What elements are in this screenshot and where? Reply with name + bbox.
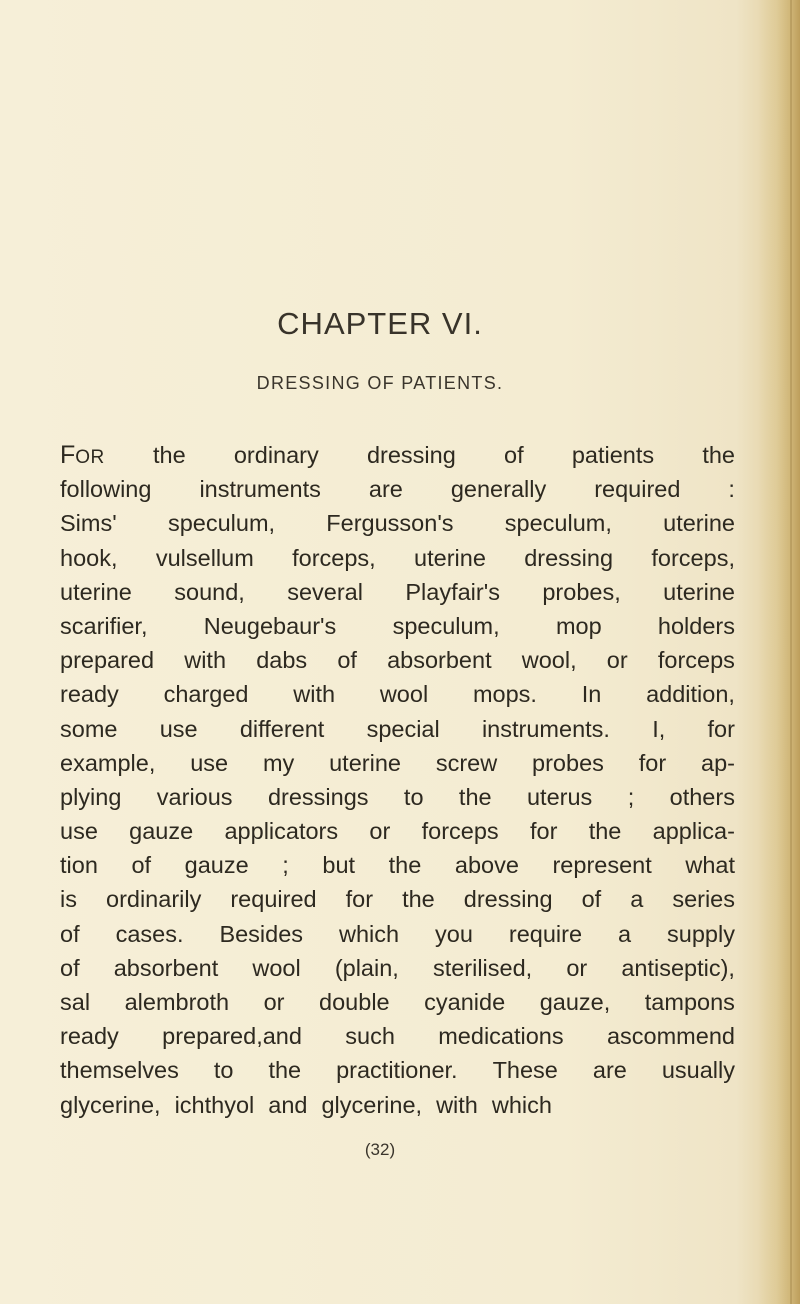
- word: others: [669, 783, 735, 810]
- word: the: [152, 442, 186, 468]
- text-line: [60, 814, 735, 848]
- word: antiseptic),: [621, 954, 735, 981]
- word: themselves: [60, 1057, 179, 1084]
- text-line: [60, 780, 735, 814]
- word: alembroth: [124, 989, 230, 1015]
- text-line: [60, 1088, 735, 1122]
- word: probes,: [542, 578, 621, 605]
- text-line: [60, 575, 735, 609]
- word: speculum,: [504, 510, 612, 537]
- lead-small-caps: OR: [75, 447, 105, 468]
- word: uterine: [663, 578, 735, 605]
- word: vulsellum: [155, 544, 254, 571]
- word: usually: [661, 1057, 735, 1084]
- word: or: [369, 818, 391, 845]
- word: double: [319, 989, 390, 1015]
- word: I,: [652, 715, 666, 742]
- word: tion: [60, 852, 98, 879]
- word: the: [268, 1057, 302, 1084]
- word: plying: [60, 783, 122, 810]
- word: but: [322, 852, 356, 879]
- word: the: [402, 886, 435, 913]
- text-line: [60, 472, 735, 506]
- page-number: (32): [364, 1140, 396, 1159]
- word: sal: [60, 989, 91, 1015]
- word: absorbent: [387, 647, 492, 674]
- word: forceps,: [651, 544, 735, 571]
- word: Sims': [60, 510, 117, 537]
- word: practitioner.: [336, 1057, 458, 1084]
- word: represent: [552, 852, 652, 879]
- word: use: [60, 818, 98, 845]
- word: are: [368, 476, 403, 503]
- word: absorbent: [113, 954, 219, 981]
- word: ordinarily: [106, 886, 202, 913]
- text-line: [60, 541, 735, 575]
- word: prepared,and: [162, 1023, 302, 1050]
- chapter-title: CHAPTER VI.: [277, 306, 483, 341]
- word: a: [618, 920, 632, 947]
- word: of: [337, 647, 357, 674]
- word: speculum,: [167, 510, 276, 537]
- body-text: [60, 438, 735, 1122]
- text-line: [60, 917, 735, 951]
- text-line: [60, 882, 735, 916]
- word: mop: [555, 612, 602, 639]
- text-line: [60, 848, 735, 882]
- word: cyanide: [424, 989, 506, 1015]
- page-edge-line: [790, 0, 792, 1304]
- word: instruments: [199, 476, 321, 503]
- word: gauze: [129, 818, 194, 845]
- word: my: [262, 749, 295, 776]
- word: uterine: [60, 578, 132, 605]
- word: above: [454, 852, 519, 879]
- word: for: [707, 715, 735, 742]
- word: Neugebaur's: [203, 612, 337, 639]
- word: with: [293, 681, 336, 708]
- word: glycerine,: [60, 1091, 161, 1118]
- word: patients: [571, 442, 655, 468]
- text-line: [60, 506, 735, 540]
- word: or: [263, 989, 285, 1015]
- word: uterine: [663, 510, 735, 537]
- word: ap-: [701, 749, 735, 776]
- word: wool: [252, 954, 301, 981]
- word: several: [287, 578, 363, 605]
- word: with: [436, 1091, 478, 1118]
- word: the: [458, 783, 492, 810]
- word: various: [156, 783, 233, 810]
- text-line: [60, 951, 735, 985]
- word: scarifier,: [60, 612, 148, 639]
- word: or: [566, 954, 588, 981]
- word: you: [435, 920, 473, 947]
- word: of: [60, 954, 80, 981]
- word: wool,: [521, 647, 577, 674]
- section-title: DRESSING OF PATIENTS.: [256, 373, 504, 393]
- small-caps-lead: [60, 438, 105, 472]
- word: screw: [435, 749, 498, 776]
- word: glycerine,: [321, 1091, 423, 1118]
- text-line: [60, 1053, 735, 1087]
- word: uterine: [414, 544, 486, 571]
- word: uterus: [526, 783, 593, 810]
- word: are: [592, 1057, 627, 1084]
- word: mops.: [472, 681, 537, 708]
- text-line: [60, 746, 735, 780]
- word: applica-: [652, 818, 735, 845]
- word: instruments.: [481, 715, 610, 742]
- word: generally: [450, 476, 547, 503]
- word: some: [60, 715, 118, 742]
- word: the: [388, 852, 422, 879]
- word: which: [491, 1091, 552, 1118]
- text-line: [60, 643, 735, 677]
- word: ;: [282, 852, 289, 879]
- word: speculum,: [392, 612, 500, 639]
- word: supply: [667, 920, 735, 947]
- word: the: [588, 818, 622, 845]
- word: of: [131, 852, 152, 879]
- word: dressings: [267, 783, 369, 810]
- word: the: [702, 442, 735, 468]
- text-line: [60, 712, 735, 746]
- word: gauze: [184, 852, 249, 879]
- word: sound,: [174, 578, 245, 605]
- word: forceps: [421, 818, 499, 845]
- word: In: [581, 681, 602, 708]
- text-line: [60, 1019, 735, 1053]
- word: wool: [379, 681, 429, 708]
- word: use: [190, 749, 229, 776]
- word: ready: [60, 1023, 119, 1050]
- word: probes: [532, 749, 604, 776]
- word: such: [345, 1023, 395, 1050]
- word: charged: [163, 681, 249, 708]
- word: required: [230, 886, 317, 913]
- text-line: [60, 438, 735, 472]
- word: of: [60, 920, 80, 947]
- word: dressing: [463, 886, 553, 913]
- word: of: [504, 442, 524, 468]
- word: is: [60, 886, 77, 913]
- word: or: [606, 647, 628, 674]
- word: and: [268, 1091, 308, 1118]
- word: to: [213, 1057, 234, 1084]
- word: cases.: [115, 920, 184, 947]
- word: example,: [60, 749, 156, 776]
- word: to: [403, 783, 424, 810]
- page-edge-shadow: [758, 0, 800, 1304]
- word: Playfair's: [405, 578, 500, 605]
- word: a: [630, 886, 644, 913]
- word: holders: [657, 612, 735, 639]
- word: for: [529, 818, 558, 845]
- word: addition,: [646, 681, 735, 708]
- word: require: [508, 920, 583, 947]
- word: what: [685, 852, 735, 879]
- word: for: [638, 749, 667, 776]
- word: :: [728, 476, 735, 503]
- text-line: [60, 677, 735, 711]
- word: which: [339, 920, 400, 947]
- word: following: [60, 476, 152, 503]
- word: forceps: [657, 647, 735, 674]
- word: use: [159, 715, 198, 742]
- word: (plain,: [334, 954, 399, 981]
- word: required: [594, 476, 681, 503]
- word: of: [581, 886, 602, 913]
- word: different: [239, 715, 325, 742]
- text-line: [60, 609, 735, 643]
- word: ascommend: [606, 1023, 735, 1050]
- word: ordinary: [233, 442, 319, 468]
- word: special: [366, 715, 440, 742]
- word: forceps,: [292, 544, 376, 571]
- word: prepared: [60, 647, 155, 674]
- word: for: [345, 886, 374, 913]
- word: Fergusson's: [326, 510, 454, 537]
- word: hook,: [60, 544, 118, 571]
- word: These: [492, 1057, 558, 1084]
- word: with: [184, 647, 227, 674]
- word: applicators: [224, 818, 339, 845]
- word: series: [672, 886, 735, 913]
- text-line: [60, 985, 735, 1019]
- word: dressing: [524, 544, 614, 571]
- word: gauze,: [539, 989, 611, 1015]
- word: ichthyol: [174, 1091, 255, 1118]
- word: ready: [60, 681, 119, 708]
- word: Besides: [219, 920, 304, 947]
- word: dressing: [366, 442, 456, 468]
- word: ;: [627, 783, 635, 810]
- lead-capital: F: [60, 441, 76, 469]
- word: uterine: [329, 749, 401, 776]
- word: dabs: [256, 647, 308, 674]
- word: tampons: [644, 989, 735, 1015]
- word: medications: [438, 1023, 564, 1050]
- word: sterilised,: [432, 954, 533, 981]
